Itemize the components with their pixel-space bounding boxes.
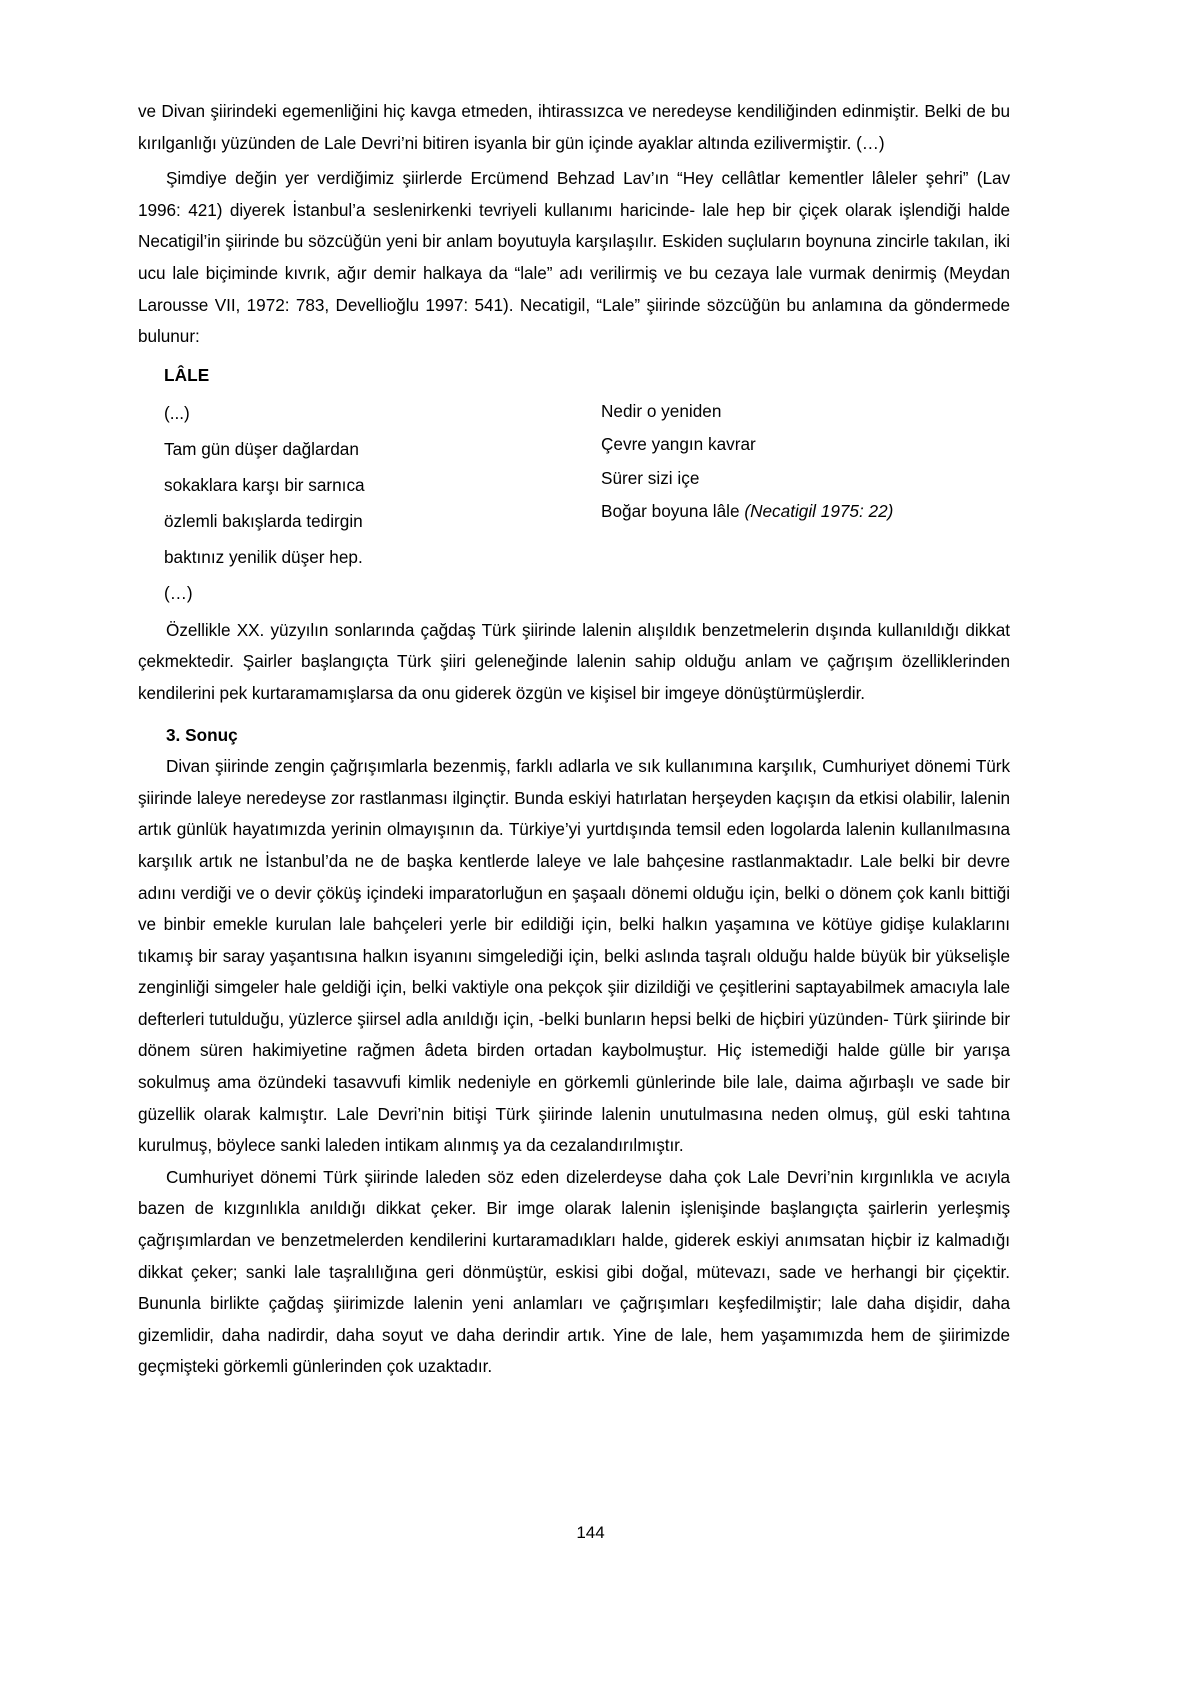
- paragraph-intro: ve Divan şiirindeki egemenliğini hiç kavga etmeden, ihtirassızca ve neredeyse kendiliğinden edinmiştir. Belki de bu kırılganlığı yüzünden de Lale Devri’ni bitiren isyanla bir gün içinde ayaklar altında ezilivermiştir. (…): [138, 101, 1010, 153]
- poem-title: LÂLE: [164, 364, 210, 385]
- paragraph-conclusion-2: Cumhuriyet dönemi Türk şiirinde laleden söz eden dizelerdeyse daha çok Lale Devri’nin kırgınlıkla ve acıyla bazen de kızgınlıkla anıldığı dikkat çeker. Bir imge olarak lalenin işlenişinde başlangıçta şairlerin yerleşmiş çağrışımlardan ve benzetmelerden kendilerini kurtaramadıkları halde, giderek eskiyi anımsatan hiçbir iz kalmadığı dikkat çeker; sanki lale taşralılığına geri dönmüştür, eskisi gibi doğal, mütevazı, sade ve herhangi bir çiçektir. Bununla birlikte çağdaş şiirimizde lalenin yeni anlamları ve çağrışımları keşfedilmiştir; lale daha dişidir, daha gizemlidir, daha nadirdir, daha soyut ve daha derindir artık. Yine de lale, hem yaşamımızda hem de şiirimizde geçmişteki görkemli günlerinden çok uzaktadır.: [138, 1166, 1010, 1377]
- poem-line: baktınız yenilik düşer hep.: [164, 546, 363, 567]
- poem-ellipsis: (…): [164, 582, 193, 603]
- page-content: [138, 96, 1010, 1383]
- poem-column-right: [601, 395, 1010, 575]
- page-number: 144: [576, 1523, 605, 1542]
- paragraph-xx-century: Özellikle XX. yüzyılın sonlarında çağdaş Türk şiirinde lalenin alışıldık benzetmelerin dışında kullanıldığı dikkat çekmektedir. Şairler başlangıçta Türk şiiri geleneğinde lalenin sahip olduğu anlam ve çağrışım özelliklerinden kendilerini pek kurtaramamışlarsa da onu giderek özgün ve kişisel bir imgeye dönüştürmüşlerdir.: [138, 619, 1010, 703]
- poem-block: [164, 359, 1010, 611]
- paragraph-conclusion-1: Divan şiirinde zengin çağrışımlarla bezenmiş, farklı adlarla ve sık kullanımına karşılık, Cumhuriyet dönemi Türk şiirinde laleye neredeyse zor rastlanması ilginçtir. Bunda eskiyi hatırlatan herşeyden kaçışın da etkisi olabilir, lalenin artık günlük hayatımızda yerinin olmayışının da. Türkiye’yi yurtdışında temsil eden logolarda lalenin kullanılmasına karşılık artık ne İstanbul’da ne de başka kentlerde laleye ve lale bahçesine rastlanmaktadır. Lale belki bir devre adını verdiği ve o devir çöküş içindeki imparatorluğun en şaşaalı dönemi olduğu için, belki o dönem çok kanlı bittiği ve binbir emekle kurulan lale bahçeleri yerle bir edildiği için, belki halkın yaşamına ve kötüye gidişe kulaklarını tıkamış bir saray yaşantısına halkın isyanını simgelediği için, belki aslında taşralı olduğu halde büyük bir yükselişle zenginliği simgeler hale geldiği için, belki vaktiyle ona pekçok şiir dizildiği ve çeşitlerini saptayabilmek amacıyla lale defterleri tutulduğu, yüzlerce şiirsel adla anıldığı için, -belki bunların hepsi belki de hiçbiri yüzünden- Türk şiirinde bir dönem süren hakimiyetine rağmen âdeta birden ortadan kaybolmuştur. Hiç istemediği halde gülle bir yarışa sokulmuş ama özündeki tasavvufi kimlik nedeniyle en görkemli günlerinde bile lale, daima ağırbaşlı ve sade bir güzellik olarak kalmıştır. Lale Devri’nin bitişi Türk şiirinde lalenin unutulmasına neden olmuş, gül eski tahtına kurulmuş, böylece sanki laleden intikam alınmış ya da cezalandırılmıştır.: [138, 756, 1010, 1156]
- poem-line: (...): [164, 402, 190, 423]
- poem-citation: (Necatigil 1975: 22): [744, 501, 894, 522]
- poem-line: özlemli bakışlarda tedirgin: [164, 510, 363, 531]
- poem-line: sokaklara karşı bir sarnıca: [164, 474, 365, 495]
- paragraph-necatigil-context: Şimdiye değin yer verdiğimiz şiirlerde Ercümend Behzad Lav’ın “Hey cellâtlar kementler lâleler şehri” (Lav 1996: 421) diyerek İstanbul’a seslenirkenki tevriyeli kullanımı haricinde- lale hep bir çiçek olarak işlendiği halde Necatigil’in şiirinde bu sözcüğün yeni bir anlam boyutuyla karşılaşılır. Eskiden suçluların boynuna zincirle takılan, iki ucu lale biçiminde kıvrık, ağır demir halkaya da “lale” adı verilirmiş ve bu cezaya lale vurmak denirmiş (Meydan Larousse VII, 1972: 783, Devellioğlu 1997: 541). Necatigil, “Lale” şiirinde sözcüğün bu anlamına da göndermede bulunur:: [138, 168, 1010, 347]
- poem-columns: [164, 395, 1010, 575]
- poem-line: Tam gün düşer dağlardan: [164, 438, 359, 459]
- poem-line: Çevre yangın kavrar: [601, 434, 756, 455]
- section-heading-sonuc: 3. Sonuç: [166, 724, 238, 745]
- poem-line: Nedir o yeniden: [601, 400, 722, 421]
- poem-line-text: Boğar boyuna lâle: [601, 501, 745, 522]
- poem-line-with-citation: [601, 495, 1010, 529]
- poem-column-left: [164, 395, 601, 575]
- poem-line: Sürer sizi içe: [601, 467, 700, 488]
